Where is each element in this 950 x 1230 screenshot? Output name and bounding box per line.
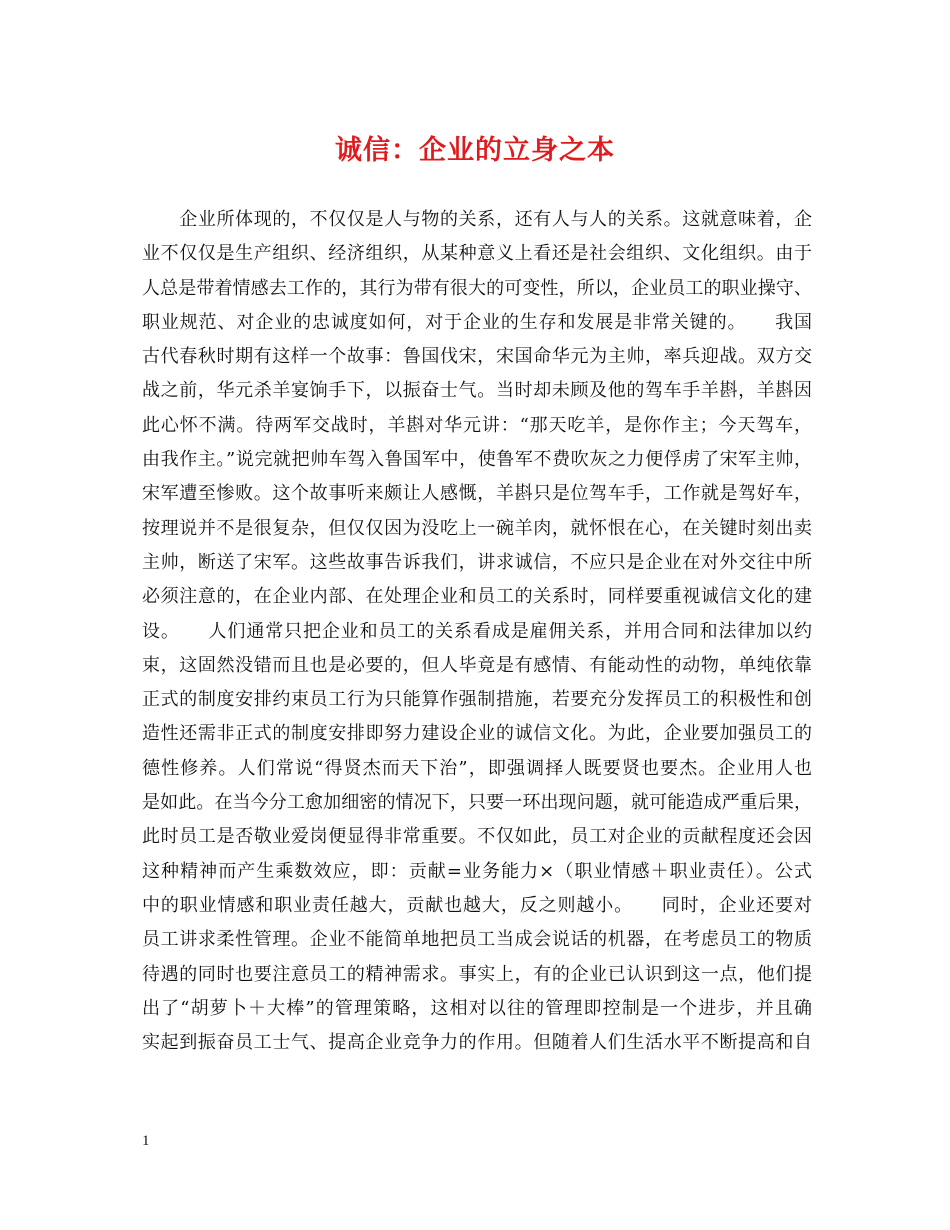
text-line: 此时员工是否敬业爱岗便显得非常重要。不仅如此，员工对企业的贡献程度还会因 (142, 826, 812, 848)
text-line: 德性修养。人们常说“得贤杰而天下治”，即强调择人既要贤也要杰。企业用人也 (142, 757, 812, 779)
text-line: 是如此。在当今分工愈加细密的情况下，只要一环出现问题，就可能造成严重后果， (142, 792, 812, 814)
text-line: 必须注意的，在企业内部、在处理企业和员工的关系时，同样要重视诚信文化的建 (142, 586, 812, 608)
text-line: 职业规范、对企业的忠诚度如何，对于企业的生存和发展是非常关键的。 我国 (142, 311, 812, 333)
text-line: 人总是带着情感去工作的，其行为带有很大的可变性，所以，企业员工的职业操守、 (142, 277, 812, 299)
document-body (142, 203, 812, 1060)
text-line: 设。 人们通常只把企业和员工的关系看成是雇佣关系，并用合同和法律加以约 (142, 620, 812, 642)
text-line: 中的职业情感和职业责任越大，贡献也越大，反之则越小。 同时，企业还要对 (142, 894, 812, 916)
text-line: 这种精神而产生乘数效应，即：贡献=业务能力×（职业情感＋职业责任）。公式 (142, 860, 812, 882)
text-line: 正式的制度安排约束员工行为只能算作强制措施，若要充分发挥员工的积极性和创 (142, 689, 812, 711)
text-line: 按理说并不是很复杂，但仅仅因为没吃上一碗羊肉，就怀恨在心，在关键时刻出卖 (142, 517, 812, 539)
text-line: 宋军遭至惨败。这个故事听来颇让人感慨，羊斟只是位驾车手，工作就是驾好车， (142, 483, 812, 505)
text-line: 此心怀不满。待两军交战时，羊斟对华元讲：“那天吃羊，是你作主；今天驾车， (142, 414, 812, 436)
text-line: 待遇的同时也要注意员工的精神需求。事实上，有的企业已认识到这一点，他们提 (142, 963, 812, 985)
text-line: 实起到振奋员工士气、提高企业竞争力的作用。但随着人们生活水平不断提高和自 (142, 1032, 812, 1054)
text-line: 战之前，华元杀羊宴饷手下，以振奋士气。当时却未顾及他的驾车手羊斟，羊斟因 (142, 380, 812, 402)
text-line: 员工讲求柔性管理。企业不能简单地把员工当成会说话的机器，在考虑员工的物质 (142, 929, 812, 951)
text-line: 古代春秋时期有这样一个故事：鲁国伐宋，宋国命华元为主帅，率兵迎战。双方交 (142, 346, 812, 368)
text-line: 束，这固然没错而且也是必要的，但人毕竟是有感情、有能动性的动物，单纯依靠 (142, 654, 812, 676)
text-line: 由我作主。”说完就把帅车驾入鲁国军中，使鲁军不费吹灰之力便俘虏了宋军主帅， (142, 449, 812, 471)
text-line: 主帅，断送了宋军。这些故事告诉我们，讲求诚信，不应只是企业在对外交往中所 (142, 551, 812, 573)
text-line: 企业所体现的，不仅仅是人与物的关系，还有人与人的关系。这就意味着，企 (142, 209, 812, 230)
page-number: 1 (142, 1133, 150, 1149)
text-line: 造性还需非正式的制度安排即努力建设企业的诚信文化。为此，企业要加强员工的 (142, 723, 812, 745)
document-title: 诚信：企业的立身之本 (335, 135, 615, 166)
text-line: 业不仅仅是生产组织、经济组织，从某种意义上看还是社会组织、文化组织。由于 (142, 243, 812, 265)
text-line: 出了“胡萝卜＋大棒”的管理策略，这相对以往的管理即控制是一个进步，并且确 (142, 997, 812, 1019)
